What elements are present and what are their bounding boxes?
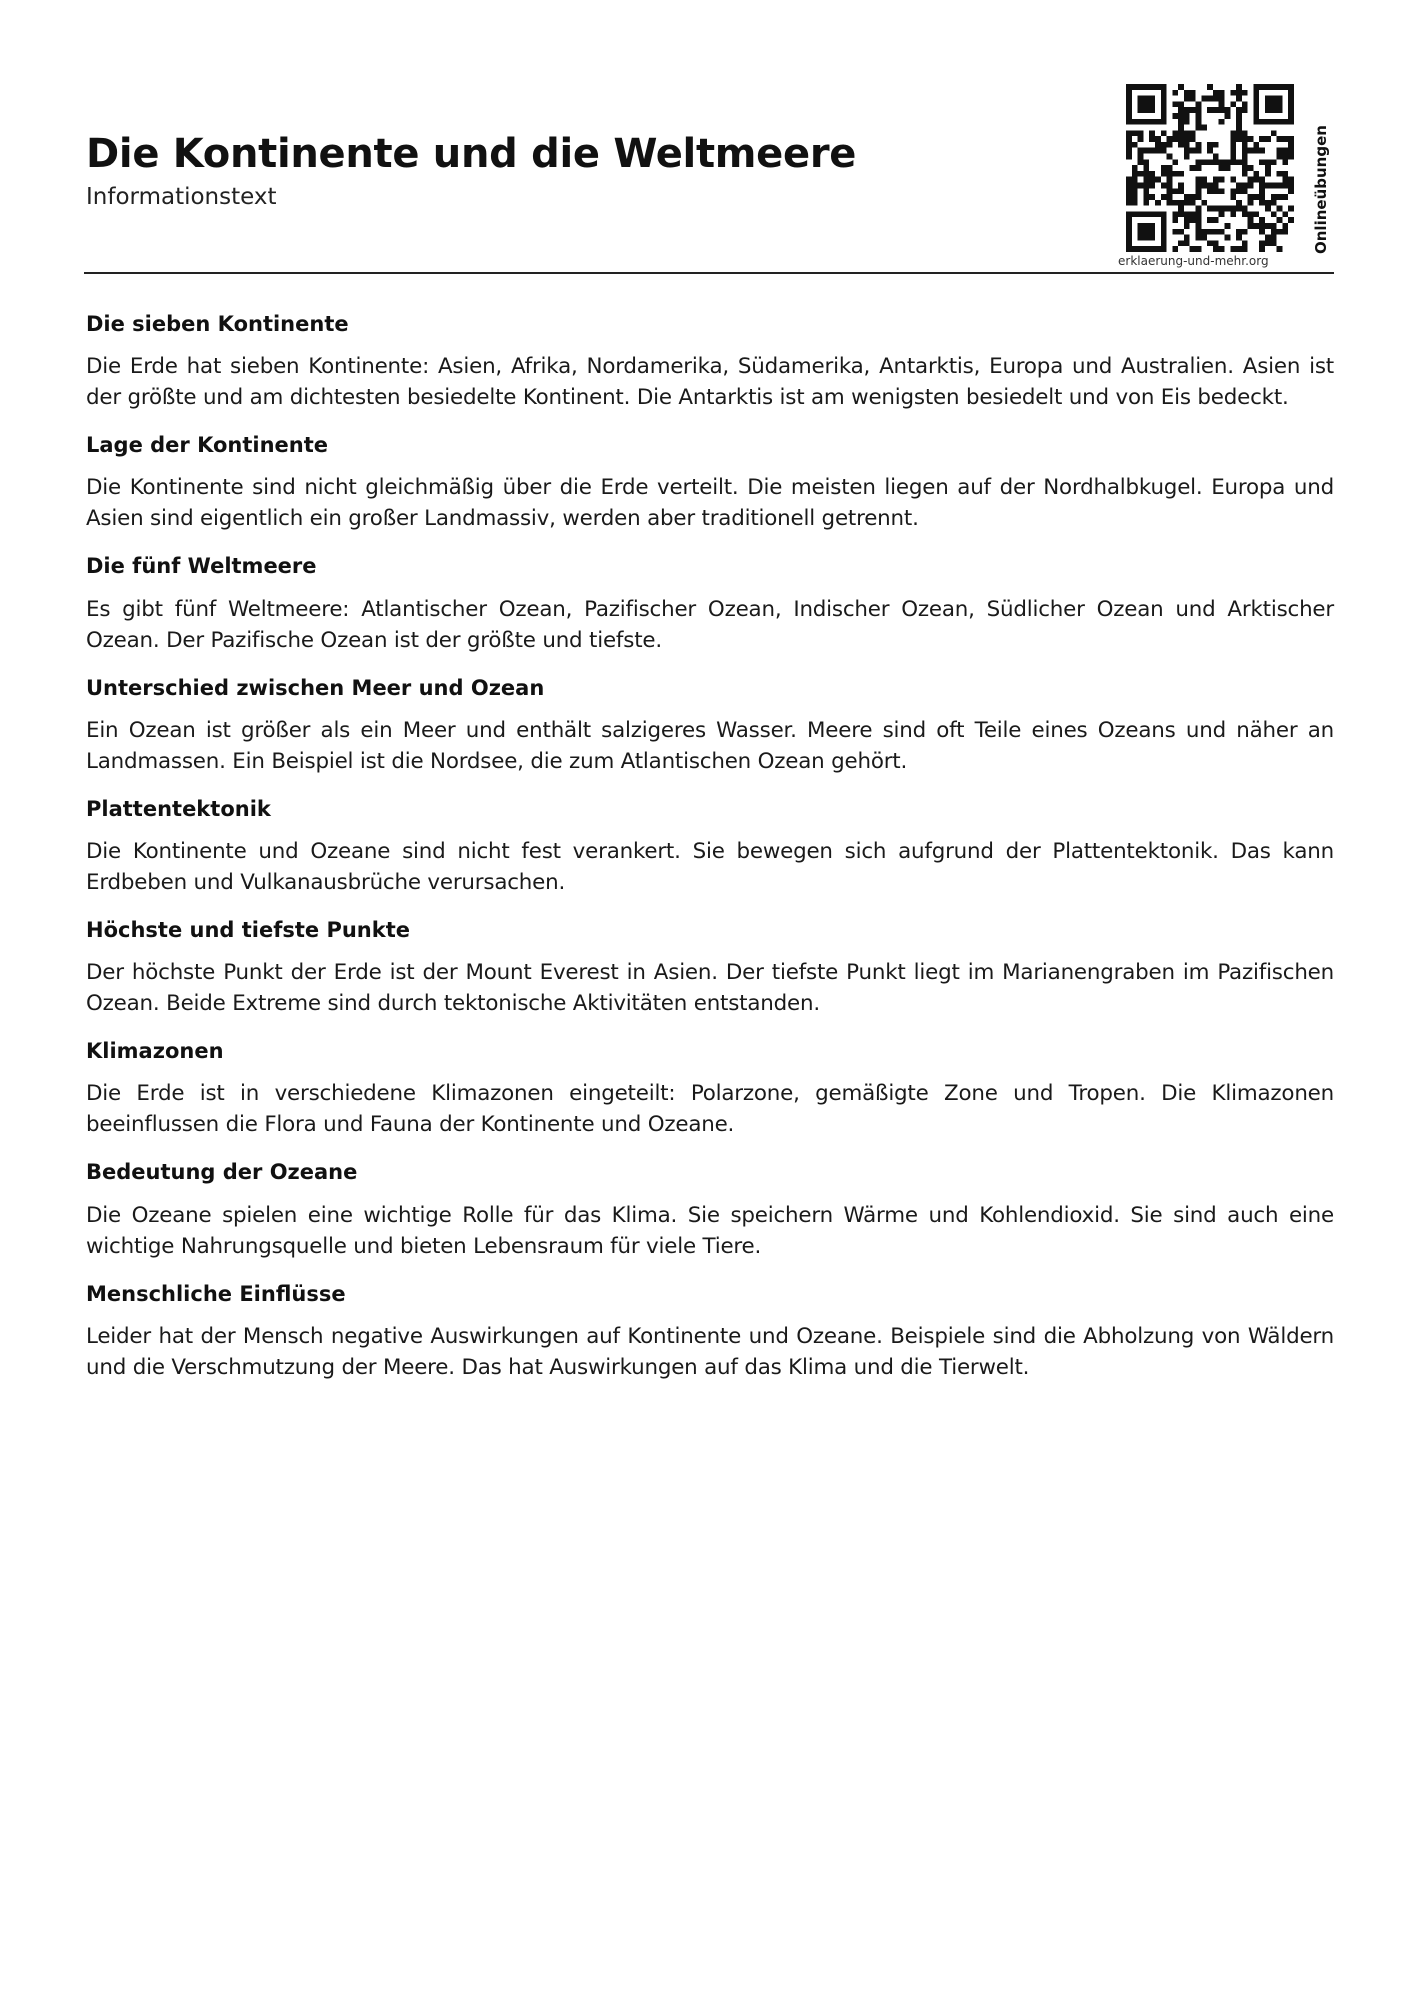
section-text: Die Erde hat sieben Kontinente: Asien, Afrika, Nordamerika, Südamerika, Antarktis, Europa und Australien. Asien ist der größte und am dichtesten besiedelte Kontinent. Die Antarktis ist am wenigsten besiedelt und von Eis bedeckt.	[86, 354, 1334, 411]
section-heading: Bedeutung der Ozeane	[86, 1160, 358, 1185]
section-text: Ein Ozean ist größer als ein Meer und enthält salzigeres Wasser. Meere sind oft Teile eines Ozeans und näher an Landmassen. Ein Beispiel ist die Nordsee, die zum Atlantischen Ozean gehört.	[86, 717, 1334, 774]
section-text: Die Ozeane spielen eine wichtige Rolle für das Klima. Sie speichern Wärme und Kohlendioxid. Sie sind auch eine wichtige Nahrungsquelle und bieten Lebensraum für viele Tiere.	[86, 1202, 1334, 1259]
section-bedeutung-ozeane	[86, 1160, 1334, 1261]
section-text: Leider hat der Mensch negative Auswirkungen auf Kontinente und Ozeane. Beispiele sind die Abholzung von Wäldern und die Verschmutzung der Meere. Das hat Auswirkungen auf das Klima und die Tierwelt.	[86, 1323, 1334, 1380]
page-title: Die Kontinente und die Weltmeere	[86, 131, 857, 177]
section-heading: Höchste und tiefste Punkte	[86, 917, 410, 942]
section-menschliche-einfluesse	[86, 1282, 1334, 1383]
section-text: Die Erde ist in verschiedene Klimazonen eingeteilt: Polarzone, gemäßigte Zone und Tropen. Die Klimazonen beeinflussen die Flora und Fauna der Kontinente und Ozeane.	[86, 1081, 1334, 1138]
section-text: Die Kontinente sind nicht gleichmäßig über die Erde verteilt. Die meisten liegen auf der Nordhalbkugel. Europa und Asien sind eigentlich ein großer Landmassiv, werden aber traditionell getrennt.	[86, 475, 1334, 532]
section-sieben-kontinente	[86, 312, 1334, 413]
header-divider	[84, 272, 1334, 274]
section-plattentektonik	[86, 797, 1334, 898]
header	[86, 132, 986, 210]
section-hoechste-tiefste	[86, 918, 1334, 1019]
section-heading: Klimazonen	[86, 1039, 224, 1064]
qr-code-icon[interactable]	[1126, 84, 1294, 252]
section-heading: Die sieben Kontinente	[86, 312, 349, 336]
section-heading: Plattentektonik	[86, 796, 271, 821]
main-content	[86, 312, 1334, 1403]
section-klimazonen	[86, 1039, 1334, 1140]
section-heading: Lage der Kontinente	[86, 433, 329, 458]
section-heading: Unterschied zwischen Meer und Ozean	[86, 675, 545, 700]
qr-caption: erklaerung-und-mehr.org	[1118, 254, 1269, 268]
section-heading: Menschliche Einflüsse	[86, 1281, 346, 1306]
qr-block[interactable]	[1116, 84, 1334, 272]
section-fuenf-weltmeere	[86, 554, 1334, 655]
section-heading: Die fünf Weltmeere	[86, 554, 317, 579]
section-lage-kontinente	[86, 433, 1334, 534]
page-subtitle: Informationstext	[86, 184, 277, 210]
section-text: Der höchste Punkt der Erde ist der Mount Everest in Asien. Der tiefste Punkt liegt im Marianengraben im Pazifischen Ozean. Beide Extreme sind durch tektonische Aktivitäten entstanden.	[86, 960, 1334, 1017]
section-meer-ozean	[86, 676, 1334, 777]
qr-side-label: Onlineübungen	[1312, 125, 1330, 254]
section-text: Es gibt fünf Weltmeere: Atlantischer Ozean, Pazifischer Ozean, Indischer Ozean, Südlicher Ozean und Arktischer Ozean. Der Pazifische Ozean ist der größte und tiefste.	[86, 596, 1334, 653]
section-text: Die Kontinente und Ozeane sind nicht fest verankert. Sie bewegen sich aufgrund der Plattentektonik. Das kann Erdbeben und Vulkanausbrüche verursachen.	[86, 838, 1334, 895]
